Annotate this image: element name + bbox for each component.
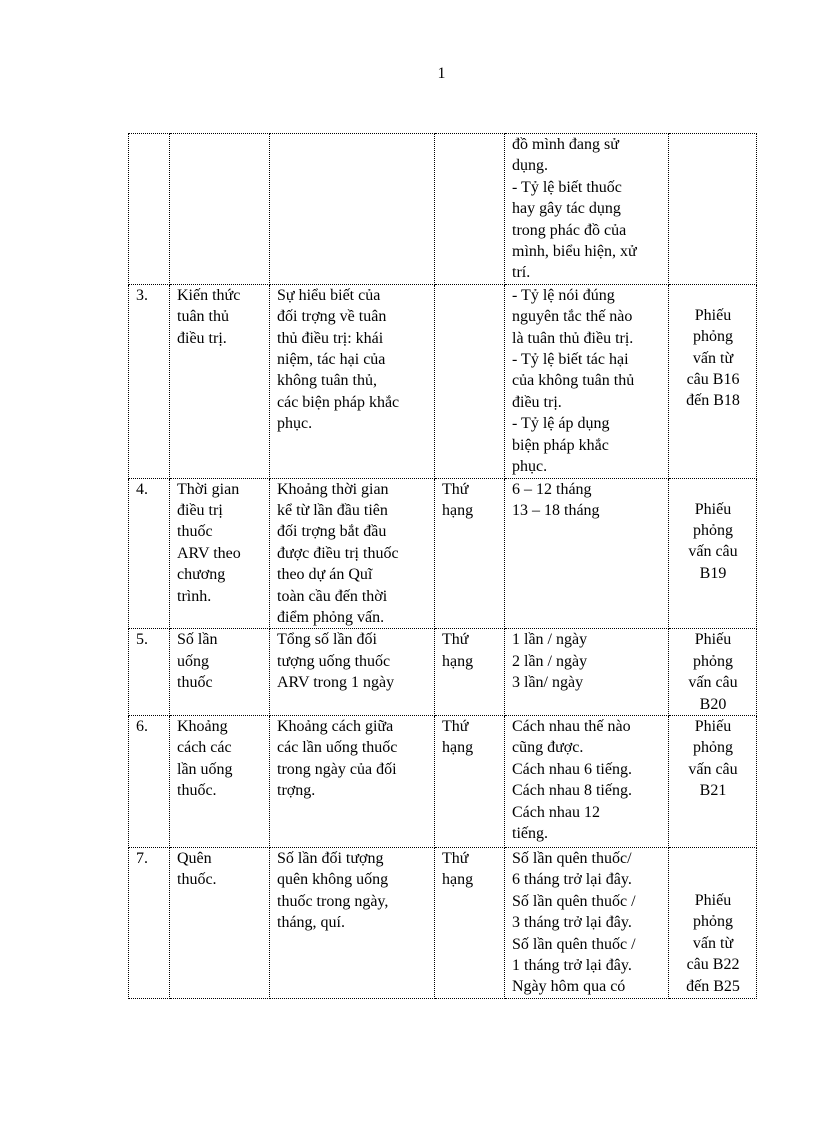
variables-table xyxy=(128,133,757,999)
variable-definition-line: được điều trị thuốc xyxy=(277,544,399,562)
variable-definition-line: thuốc trong ngày, xyxy=(277,892,389,910)
variable-definition-line: quên không uống xyxy=(277,871,389,889)
variable-values-line: Cách nhau thế nào xyxy=(512,717,631,735)
variable-type-line: Thứ xyxy=(442,717,469,735)
data-source-line: đến B25 xyxy=(686,977,740,995)
variable-values-line: Số lần quên thuốc / xyxy=(512,935,636,953)
variable-values-line: 3 lần/ ngày xyxy=(512,674,584,692)
variable-type xyxy=(435,478,505,629)
variable-values-line: mình, biểu hiện, xử xyxy=(512,243,637,261)
data-source-line: B19 xyxy=(699,564,727,582)
variable-name-line: thuốc xyxy=(177,674,213,692)
variable-name-line: trình. xyxy=(177,587,212,605)
variable-values-line: hay gây tác dụng xyxy=(512,200,621,218)
variable-definition-line: niệm, tác hại của xyxy=(277,351,386,369)
variable-values-line: trong phác đồ của xyxy=(512,221,627,239)
table-row xyxy=(129,134,757,285)
table-row xyxy=(129,629,757,716)
variable-values-line: - Tỷ lệ áp dụng xyxy=(512,415,610,433)
row-number: 4. xyxy=(129,478,170,629)
table-row xyxy=(129,715,757,847)
variable-name-line: Quên xyxy=(177,849,212,867)
variable-values-line: Số lần quên thuốc / xyxy=(512,892,636,910)
variable-definition xyxy=(270,629,435,716)
variable-values-line: nguyên tắc thế nào xyxy=(512,308,633,326)
variable-definition-line: trợng. xyxy=(277,782,316,800)
variable-definition xyxy=(270,715,435,847)
data-source-line: B21 xyxy=(699,782,727,800)
variable-type-line: hạng xyxy=(442,739,474,757)
variable-values-line: 1 lần / ngày xyxy=(512,631,588,649)
variable-definition-line: trong ngày của đối xyxy=(277,760,397,778)
variable-type xyxy=(435,629,505,716)
variable-type-line: Thứ xyxy=(442,849,469,867)
variable-definition-line: Sự hiểu biết của xyxy=(277,286,381,304)
variable-values-line: đồ mình đang sử xyxy=(512,136,619,153)
variable-name-line: ARV theo xyxy=(177,544,241,562)
table-row xyxy=(129,284,757,478)
row-number: 6. xyxy=(129,715,170,847)
variable-values-line: 3 tháng trở lại đây. xyxy=(512,914,632,932)
variable-values-line: 6 tháng trở lại đây. xyxy=(512,871,632,889)
table-row xyxy=(129,478,757,629)
variable-name xyxy=(170,715,270,847)
variable-name xyxy=(170,629,270,716)
variable-definition xyxy=(270,134,435,285)
variable-definition-line: theo dự án Quĩ xyxy=(277,566,373,584)
data-source-line: câu B16 xyxy=(686,371,740,389)
variable-type-line: hạng xyxy=(442,652,474,670)
variable-name-line: lần uống xyxy=(177,760,233,778)
row-number: 3. xyxy=(129,284,170,478)
variable-name-line: thuốc. xyxy=(177,871,217,889)
data-source-line: phỏng xyxy=(693,521,733,539)
variable-name-line: Khoảng xyxy=(177,717,228,735)
data-source-line: Phiếu xyxy=(694,306,732,324)
variable-definition-line: các lần uống thuốc xyxy=(277,739,398,757)
data-source-line: vấn câu xyxy=(688,674,738,692)
variable-values-line: cũng được. xyxy=(512,739,584,757)
variable-name-line: điều trị. xyxy=(177,329,227,347)
data-source-line: Phiếu xyxy=(694,631,732,649)
variable-definition xyxy=(270,847,435,998)
variable-values xyxy=(505,715,669,847)
variable-definition-line: tháng, quí. xyxy=(277,914,345,932)
variable-type xyxy=(435,847,505,998)
data-source-line: phỏng xyxy=(693,328,733,346)
variable-definition-line: toàn cầu đến thời xyxy=(277,587,388,605)
data-source xyxy=(669,715,757,847)
variable-values-line: biện pháp khắc xyxy=(512,436,609,454)
variable-values-line: 1 tháng trở lại đây. xyxy=(512,957,632,974)
variable-definition-line: điểm phỏng vấn. xyxy=(277,608,385,626)
variable-definition-line: thủ điều trị: khái xyxy=(277,329,384,347)
row-number xyxy=(129,134,170,285)
variable-values xyxy=(505,134,669,285)
data-source-line: vấn câu xyxy=(688,760,738,778)
data-source xyxy=(669,284,757,478)
variable-values-line: Cách nhau 6 tiếng. xyxy=(512,760,632,778)
data-source-line: Phiếu xyxy=(694,891,732,909)
variable-values-line: điều trị. xyxy=(512,393,562,411)
variable-values-line: Cách nhau 12 xyxy=(512,803,600,821)
variable-type-line: Thứ xyxy=(442,480,469,498)
variable-type xyxy=(435,284,505,478)
variable-type-line: Thứ xyxy=(442,631,469,649)
variable-type-line: hạng xyxy=(442,501,474,519)
variable-values-line: - Tỷ lệ biết thuốc xyxy=(512,178,622,196)
variable-values-line: 13 – 18 tháng xyxy=(512,501,600,519)
data-source xyxy=(669,629,757,716)
variable-name-line: chương xyxy=(177,566,226,584)
variable-values-line: - Tỷ lệ nói đúng xyxy=(512,286,615,304)
variable-definition-line: Số lần đối tượng xyxy=(277,849,384,867)
variable-definition-line: phục. xyxy=(277,415,313,433)
data-source-line: B20 xyxy=(699,695,727,713)
row-number: 7. xyxy=(129,847,170,998)
variable-definition xyxy=(270,478,435,629)
variable-type xyxy=(435,134,505,285)
variable-values-line: của không tuân thủ xyxy=(512,372,635,390)
variable-definition-line: Tổng số lần đối xyxy=(277,631,377,649)
variable-definition-line: không tuân thủ, xyxy=(277,372,377,390)
data-source-line: phỏng xyxy=(693,652,733,670)
variable-definition-line: kể từ lần đầu tiên xyxy=(277,501,388,519)
variable-values-line: Số lần quên thuốc/ xyxy=(512,849,632,867)
data-source-line: Phiếu xyxy=(694,500,732,518)
variable-values-line: phục. xyxy=(512,458,548,476)
data-source-line: vấn từ xyxy=(692,349,734,367)
variable-name-line: Số lần xyxy=(177,631,218,649)
variable-values xyxy=(505,629,669,716)
variable-name-line: Kiến thức xyxy=(177,286,241,304)
data-source xyxy=(669,847,757,998)
variable-name xyxy=(170,478,270,629)
data-source-line: đến B18 xyxy=(686,392,740,410)
variable-definition-line: Khoảng thời gian xyxy=(277,480,389,498)
variable-name xyxy=(170,847,270,998)
variable-values xyxy=(505,847,669,998)
variable-values-line: - Tỷ lệ biết tác hại xyxy=(512,351,629,369)
variable-values-line: Cách nhau 8 tiếng. xyxy=(512,782,632,800)
variable-name xyxy=(170,284,270,478)
variable-values-line: tiếng. xyxy=(512,825,548,842)
variable-name-line: uống xyxy=(177,652,209,670)
variable-values xyxy=(505,284,669,478)
data-source-line: phỏng xyxy=(693,739,733,757)
variable-name xyxy=(170,134,270,285)
page-number: 1 xyxy=(437,65,446,82)
data-source xyxy=(669,134,757,285)
data-source-line: vấn câu xyxy=(688,543,738,561)
table-row xyxy=(129,847,757,998)
data-source-line: câu B22 xyxy=(686,956,740,974)
data-source xyxy=(669,478,757,629)
data-source-line: phỏng xyxy=(693,913,733,931)
variable-name-line: thuốc. xyxy=(177,782,217,800)
row-number: 5. xyxy=(129,629,170,716)
variable-definition xyxy=(270,284,435,478)
variable-definition-line: các biện pháp khắc xyxy=(277,393,400,411)
variable-values-line: là tuân thủ điều trị. xyxy=(512,329,634,347)
variable-name-line: cách các xyxy=(177,739,232,757)
variable-definition-line: Khoảng cách giữa xyxy=(277,717,394,735)
variable-values xyxy=(505,478,669,629)
variable-type-line: hạng xyxy=(442,871,474,889)
variable-values-line: Ngày hôm qua có xyxy=(512,978,626,996)
data-source-line: Phiếu xyxy=(694,717,732,735)
variable-values-line: trí. xyxy=(512,264,531,282)
variable-values-line: 2 lần / ngày xyxy=(512,652,588,670)
variable-name-line: tuân thủ xyxy=(177,308,229,326)
variable-definition-line: ARV trong 1 ngày xyxy=(277,674,395,692)
variable-name-line: điều trị xyxy=(177,501,223,519)
variable-values-line: 6 – 12 tháng xyxy=(512,480,592,498)
variable-definition-line: đối trợng bắt đầu xyxy=(277,523,387,541)
variable-name-line: thuốc xyxy=(177,523,213,541)
variable-name-line: Thời gian xyxy=(177,480,240,498)
data-source-line: vấn từ xyxy=(692,934,734,952)
variable-values-line: dụng. xyxy=(512,157,548,175)
variable-type xyxy=(435,715,505,847)
variable-definition-line: đối trợng về tuân xyxy=(277,308,387,326)
variable-definition-line: tượng uống thuốc xyxy=(277,652,391,670)
